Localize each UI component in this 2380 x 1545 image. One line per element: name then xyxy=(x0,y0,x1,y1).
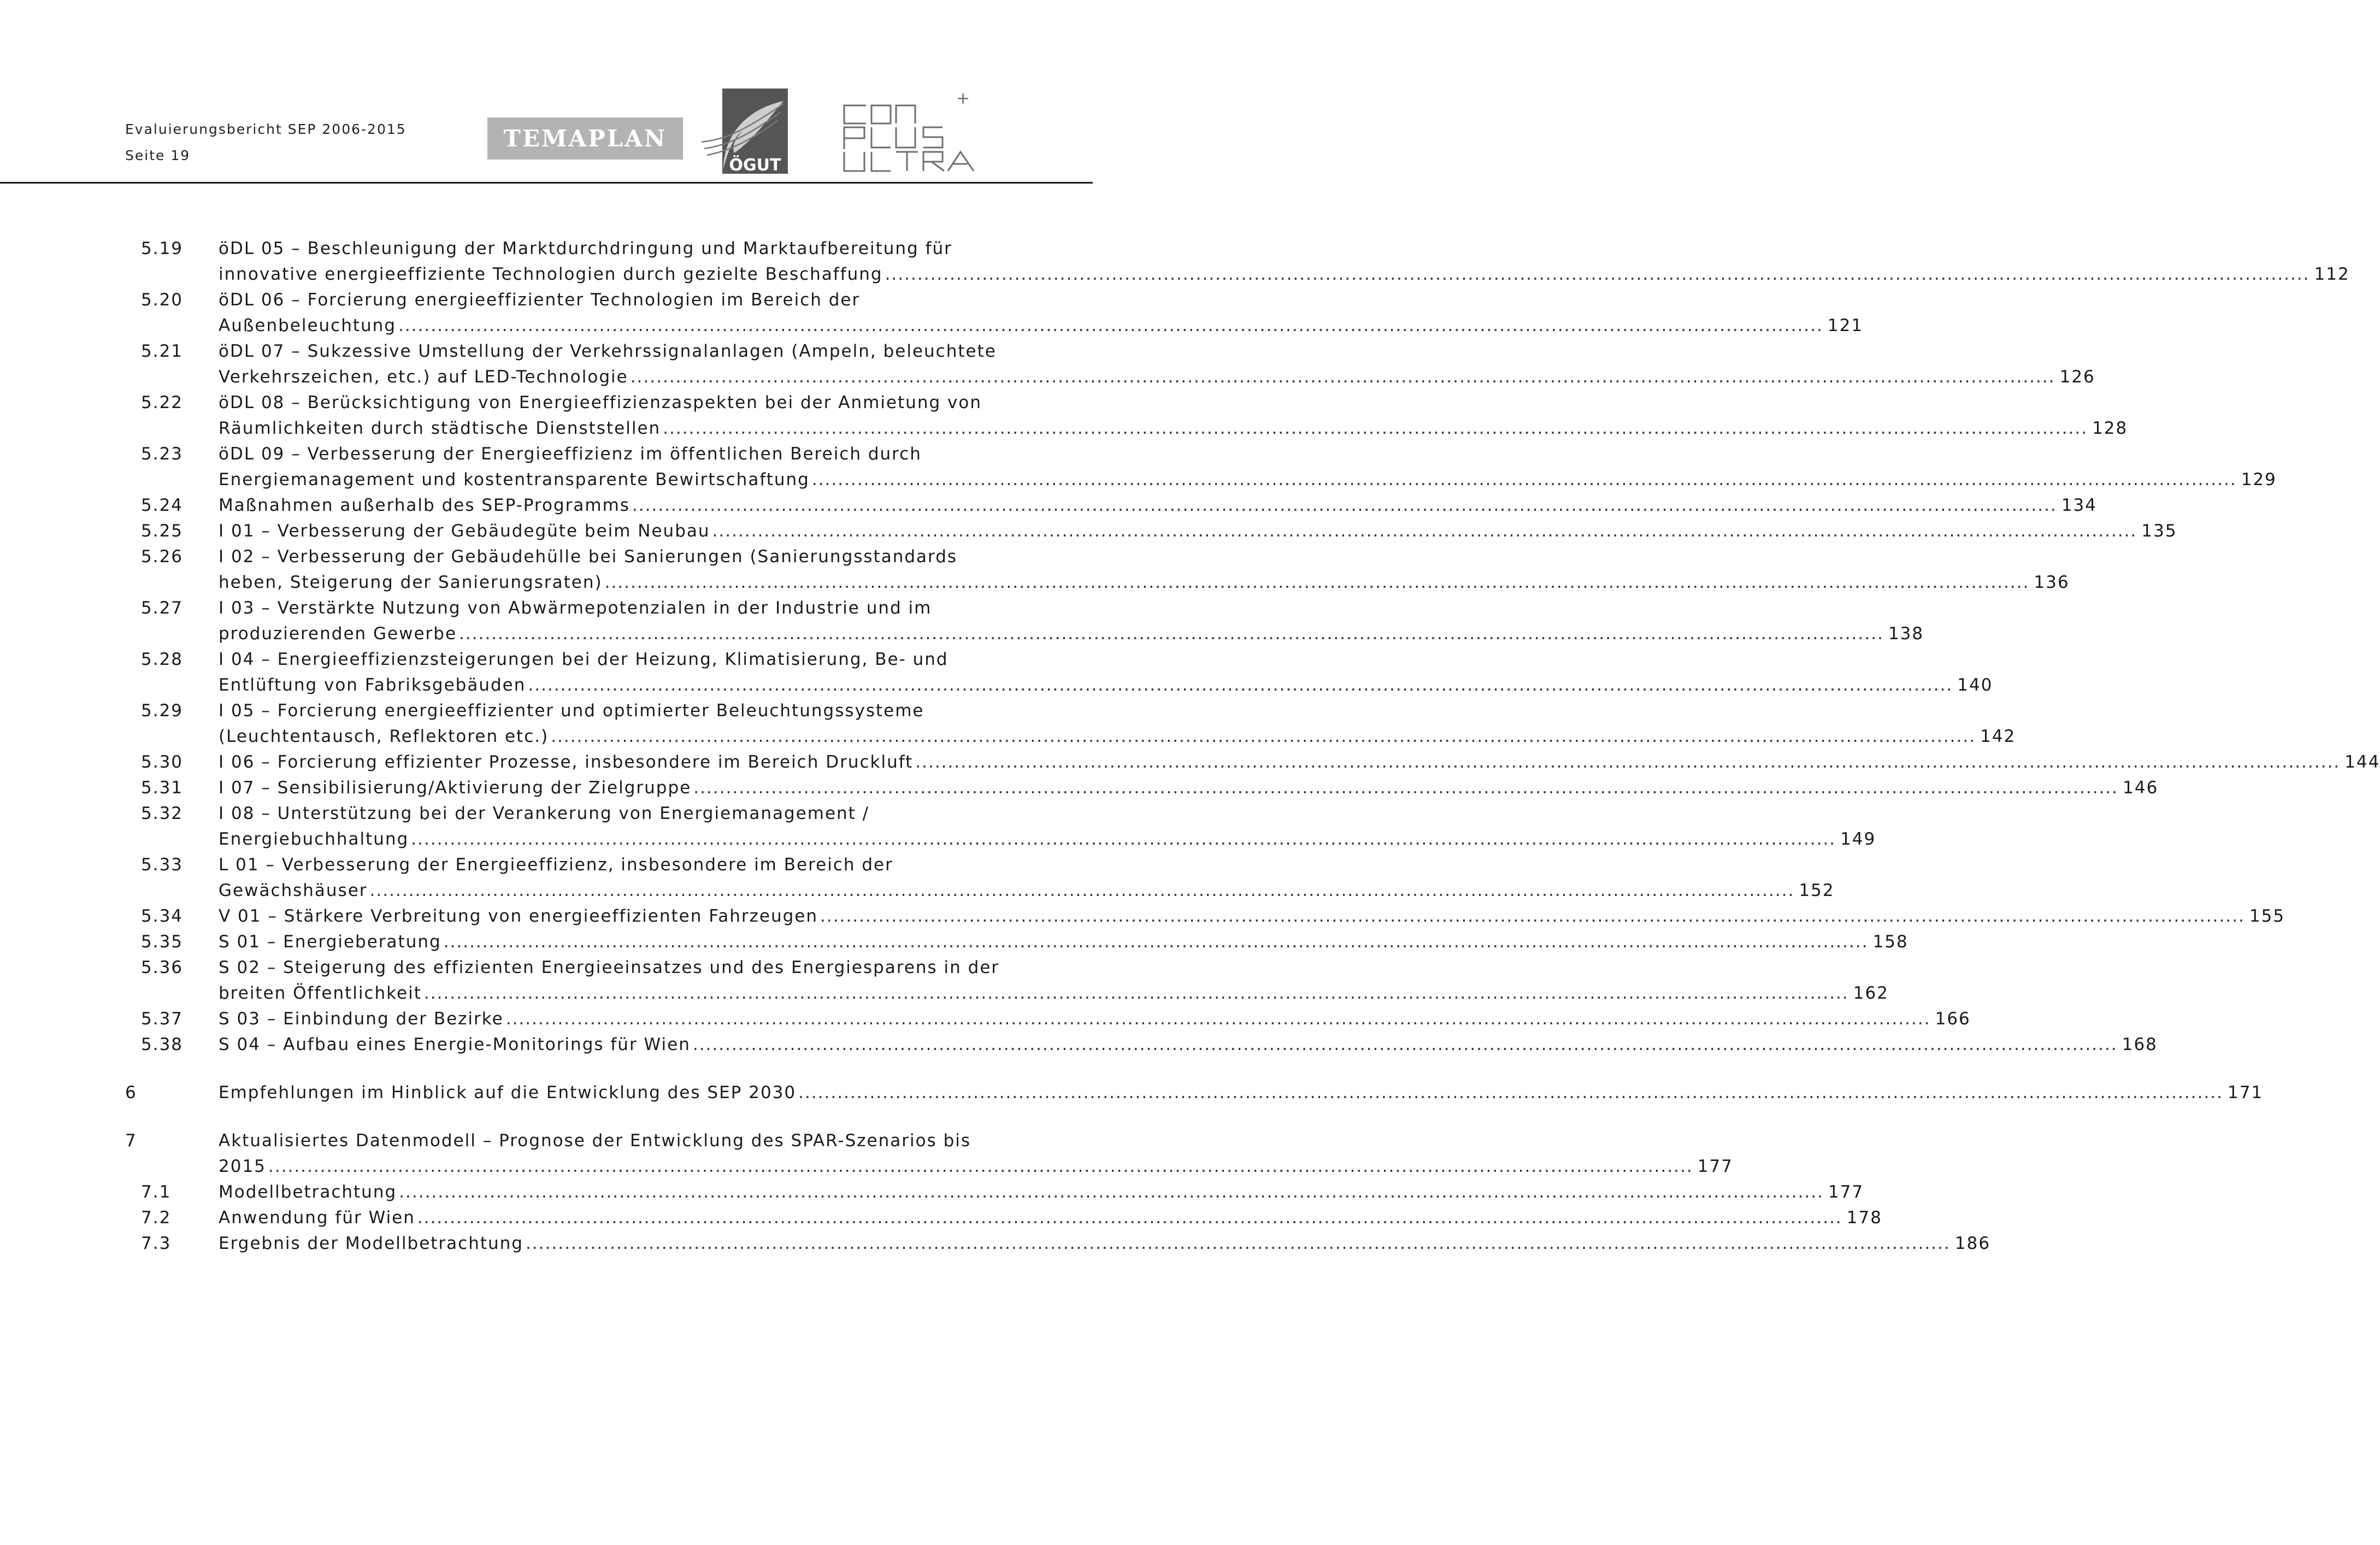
toc-entry-title-text: Empfehlungen im Hinblick auf die Entwicklung des SEP 2030 xyxy=(219,1083,797,1102)
toc-entry-title-line xyxy=(219,878,1835,904)
toc-dot-leader: ............................................................................................................................................................................................................................ xyxy=(551,727,1976,746)
toc-entry-title-line xyxy=(219,1180,1864,1205)
toc-entry-page[interactable]: 129 xyxy=(2241,470,2277,490)
toc-dot-leader: ............................................................................................................................................................................................................................ xyxy=(423,983,1849,1003)
toc-entry-title-line xyxy=(219,827,1876,852)
toc-entry-title-line xyxy=(219,262,2350,287)
report-title: Evaluierungsbericht SEP 2006-2015 xyxy=(125,121,407,137)
toc-entry-page[interactable]: 135 xyxy=(2141,521,2177,541)
toc-entry-title-line: I 08 – Unterstützung bei der Verankerung von Energiemanagement / xyxy=(219,804,870,823)
toc-entry-title-line xyxy=(219,904,2285,929)
toc-dot-leader: ............................................................................................................................................................................................................................ xyxy=(630,367,2055,387)
toc-entry-title-line: L 01 – Verbesserung der Energieeffizienz, insbesondere im Bereich der xyxy=(219,855,893,875)
toc-entry-page[interactable]: 134 xyxy=(2061,496,2097,515)
toc-entry-page[interactable]: 178 xyxy=(1846,1208,1882,1228)
toc-entry-page[interactable]: 140 xyxy=(1957,675,1993,695)
toc-entry-page[interactable]: 149 xyxy=(1840,829,1876,849)
toc-dot-leader: ............................................................................................................................................................................................................................ xyxy=(632,496,2057,515)
plus-mark-icon: + xyxy=(956,89,970,108)
toc-entry-page[interactable]: 168 xyxy=(2122,1035,2158,1054)
toc-entry-title-text: V 01 – Stärkere Verbreitung von energieeffizienten Fahrzeugen xyxy=(219,906,818,926)
toc-dot-leader: ............................................................................................................................................................................................................................ xyxy=(885,264,2310,284)
toc-dot-leader: ............................................................................................................................................................................................................................ xyxy=(915,752,2341,772)
toc-entry-number: 5.25 xyxy=(141,521,184,541)
toc-dot-leader: ............................................................................................................................................................................................................................ xyxy=(268,1157,1693,1176)
toc-dot-leader: ............................................................................................................................................................................................................................ xyxy=(820,906,2245,926)
toc-entry-title-text: 2015 xyxy=(219,1157,266,1176)
toc-entry-title-line xyxy=(219,929,1908,955)
toc-entry-title-text: I 01 – Verbesserung der Gebäudegüte beim Neubau xyxy=(219,521,710,541)
toc-entry-title-line xyxy=(219,1205,1882,1231)
toc-entry-title-text: S 04 – Aufbau eines Energie-Monitorings für Wien xyxy=(219,1035,691,1054)
toc-entry-page[interactable]: 144 xyxy=(2344,752,2380,772)
toc-entry-number: 5.20 xyxy=(141,290,184,310)
toc-entry-title-text: (Leuchtentausch, Reflektoren etc.) xyxy=(219,727,549,746)
toc-entry-number: 5.19 xyxy=(141,239,184,258)
toc-entry-number: 5.37 xyxy=(141,1009,184,1029)
toc-entry-page[interactable]: 128 xyxy=(2092,418,2128,438)
toc-entry-number: 7.2 xyxy=(141,1208,172,1228)
toc-entry-title-line xyxy=(219,416,2128,441)
toc-entry-title-line xyxy=(219,570,2070,595)
toc-entry-title-line: öDL 05 – Beschleunigung der Marktdurchdringung und Marktaufbereitung für xyxy=(219,239,952,258)
toc-entry-title-line xyxy=(219,673,1993,698)
toc-entry-number: 5.31 xyxy=(141,778,184,798)
toc-dot-leader: ............................................................................................................................................................................................................................ xyxy=(398,316,1823,335)
toc-dot-leader: ............................................................................................................................................................................................................................ xyxy=(443,932,1869,952)
toc-entry-title-line: Aktualisiertes Datenmodell – Prognose der Entwicklung des SPAR-Szenarios bis xyxy=(219,1131,971,1151)
toc-entry-title-text: Energiebuchhaltung xyxy=(219,829,409,849)
toc-entry-page[interactable]: 155 xyxy=(2249,906,2285,926)
toc-entry-title-text: S 03 – Einbindung der Bezirke xyxy=(219,1009,504,1029)
toc-dot-leader: ............................................................................................................................................................................................................................ xyxy=(692,1035,2118,1054)
toc-entry-number: 5.35 xyxy=(141,932,184,952)
toc-entry-title-text: Energiemanagement und kostentransparente Bewirtschaftung xyxy=(219,470,810,490)
toc-entry-title-text: Verkehrszeichen, etc.) auf LED-Technologie xyxy=(219,367,628,387)
toc-entry-title-text: Anwendung für Wien xyxy=(219,1208,415,1228)
toc-entry-title-line: I 03 – Verstärkte Nutzung von Abwärmepotenzialen in der Industrie und im xyxy=(219,598,932,618)
toc-entry-number: 7.3 xyxy=(141,1234,172,1253)
toc-dot-leader: ............................................................................................................................................................................................................................ xyxy=(693,778,2119,798)
toc-entry-page[interactable]: 126 xyxy=(2059,367,2095,387)
toc-entry-title-line xyxy=(219,493,2097,518)
toc-entry-number: 7.1 xyxy=(141,1182,172,1202)
toc-entry-title-text: Außenbeleuchtung xyxy=(219,316,397,335)
toc-entry-number: 5.27 xyxy=(141,598,184,618)
toc-entry-title-line xyxy=(219,775,2159,801)
toc-entry-title-line xyxy=(219,364,2095,390)
toc-entry-title-line: I 05 – Forcierung energieeffizienter und optimierter Beleuchtungssysteme xyxy=(219,701,924,721)
toc-entry-title-line xyxy=(219,518,2177,544)
toc-entry-title-text: Maßnahmen außerhalb des SEP-Programms xyxy=(219,496,630,515)
toc-dot-leader: ............................................................................................................................................................................................................................ xyxy=(505,1009,1931,1029)
toc-entry-number: 5.38 xyxy=(141,1035,184,1054)
toc-entry-title-line xyxy=(219,1006,1971,1032)
toc-entry-title-line xyxy=(219,313,1864,339)
toc-entry-title-text: Ergebnis der Modellbetrachtung xyxy=(219,1234,523,1253)
toc-entry-page[interactable]: 152 xyxy=(1799,881,1835,900)
toc-entry-title-text: I 07 – Sensibilisierung/Aktivierung der Zielgruppe xyxy=(219,778,692,798)
toc-entry-page[interactable]: 158 xyxy=(1872,932,1908,952)
toc-entry-title-line xyxy=(219,981,1889,1006)
toc-entry-title-line: öDL 06 – Forcierung energieeffizienter Technologien im Bereich der xyxy=(219,290,861,310)
toc-entry-title-line xyxy=(219,467,2277,493)
toc-entry-title-text: Modellbetrachtung xyxy=(219,1182,397,1202)
toc-entry-page[interactable]: 146 xyxy=(2123,778,2159,798)
toc-entry-number: 7 xyxy=(125,1131,137,1151)
toc-entry-title-text: Entlüftung von Fabriksgebäuden xyxy=(219,675,526,695)
toc-entry-page[interactable]: 177 xyxy=(1828,1182,1864,1202)
toc-entry-number: 5.28 xyxy=(141,650,184,669)
toc-entry-title-text: heben, Steigerung der Sanierungsraten) xyxy=(219,573,603,592)
toc-entry-page[interactable]: 136 xyxy=(2034,573,2070,592)
toc-dot-leader: ............................................................................................................................................................................................................................ xyxy=(528,675,1953,695)
toc-entry-number: 5.33 xyxy=(141,855,184,875)
toc-entry-number: 5.29 xyxy=(141,701,184,721)
toc-entry-title-line: I 02 – Verbesserung der Gebäudehülle bei Sanierungen (Sanierungsstandards xyxy=(219,547,958,567)
toc-dot-leader: ............................................................................................................................................................................................................................ xyxy=(525,1234,1951,1253)
toc-entry-title-line xyxy=(219,1080,2264,1106)
toc-dot-leader: ............................................................................................................................................................................................................................ xyxy=(811,470,2237,490)
toc-entry-title-text: I 06 – Forcierung effizienter Prozesse, insbesondere im Bereich Druckluft xyxy=(219,752,914,772)
toc-entry-title-text: innovative energieeffiziente Technologien durch gezielte Beschaffung xyxy=(219,264,883,284)
page-number: Seite 19 xyxy=(125,148,191,163)
toc-entry-title-text: breiten Öffentlichkeit xyxy=(219,983,422,1003)
toc-entry-number: 6 xyxy=(125,1083,137,1102)
toc-dot-leader: ............................................................................................................................................................................................................................ xyxy=(411,829,1836,849)
toc-entry-title-line: I 04 – Energieeffizienzsteigerungen bei der Heizung, Klimatisierung, Be- und xyxy=(219,650,949,669)
toc-entry-page[interactable]: 166 xyxy=(1935,1009,1971,1029)
toc-dot-leader: ............................................................................................................................................................................................................................ xyxy=(663,418,2088,438)
toc-entry-number: 5.32 xyxy=(141,804,184,823)
toc-entry-title-line xyxy=(219,1154,1733,1180)
toc-entry-title-line xyxy=(219,750,2380,775)
toc-entry-page[interactable]: 121 xyxy=(1827,316,1864,335)
toc-entry-number: 5.21 xyxy=(141,341,184,361)
toc-dot-leader: ............................................................................................................................................................................................................................ xyxy=(399,1182,1824,1202)
toc-entry-page[interactable]: 171 xyxy=(2228,1083,2264,1102)
temaplan-logo: TEMAPLAN xyxy=(487,117,683,160)
toc-entry-title-text: Gewächshäuser xyxy=(219,881,368,900)
toc-entry-number: 5.26 xyxy=(141,547,184,567)
toc-entry-title-text: S 01 – Energieberatung xyxy=(219,932,441,952)
toc-entry-title-line: öDL 09 – Verbesserung der Energieeffizienz im öffentlichen Bereich durch xyxy=(219,444,922,464)
toc-dot-leader: ............................................................................................................................................................................................................................ xyxy=(604,573,2030,592)
toc-dot-leader: ............................................................................................................................................................................................................................ xyxy=(417,1208,1842,1228)
toc-dot-leader: ............................................................................................................................................................................................................................ xyxy=(459,624,1884,644)
toc-entry-title-line: öDL 08 – Berücksichtigung von Energieeffizienzaspekten bei der Anmietung von xyxy=(219,393,982,412)
toc-entry-title-line xyxy=(219,621,1924,647)
toc-dot-leader: ............................................................................................................................................................................................................................ xyxy=(712,521,2137,541)
toc-entry-page[interactable]: 162 xyxy=(1853,983,1889,1003)
toc-entry-title-line: öDL 07 – Sukzessive Umstellung der Verkehrssignalanlagen (Ampeln, beleuchtete xyxy=(219,341,997,361)
toc-entry-number: 5.36 xyxy=(141,958,184,977)
toc-entry-page[interactable]: 112 xyxy=(2314,264,2350,284)
toc-entry-title-text: Räumlichkeiten durch städtische Dienststellen xyxy=(219,418,661,438)
toc-entry-title-line xyxy=(219,1231,1991,1257)
toc-entry-page[interactable]: 177 xyxy=(1697,1157,1733,1176)
toc-entry-title-line: S 02 – Steigerung des effizienten Energieeinsatzes und des Energiesparens in der xyxy=(219,958,1000,977)
toc-entry-page[interactable]: 138 xyxy=(1888,624,1924,644)
toc-entry-title-line xyxy=(219,724,2016,750)
ogut-logo-text: ÖGUT xyxy=(729,156,781,175)
toc-dot-leader: ............................................................................................................................................................................................................................ xyxy=(369,881,1795,900)
toc-entry-page[interactable]: 186 xyxy=(1954,1234,1991,1253)
toc-entry-title-text: produzierenden Gewerbe xyxy=(219,624,457,644)
toc-entry-number: 5.23 xyxy=(141,444,184,464)
toc-entry-page[interactable]: 142 xyxy=(1980,727,2016,746)
toc-entry-number: 5.30 xyxy=(141,752,184,772)
toc-dot-leader: ............................................................................................................................................................................................................................ xyxy=(798,1083,2224,1102)
toc-entry-number: 5.24 xyxy=(141,496,184,515)
toc-entry-title-line xyxy=(219,1032,2158,1058)
toc-entry-number: 5.34 xyxy=(141,906,184,926)
toc-entry-number: 5.22 xyxy=(141,393,184,412)
